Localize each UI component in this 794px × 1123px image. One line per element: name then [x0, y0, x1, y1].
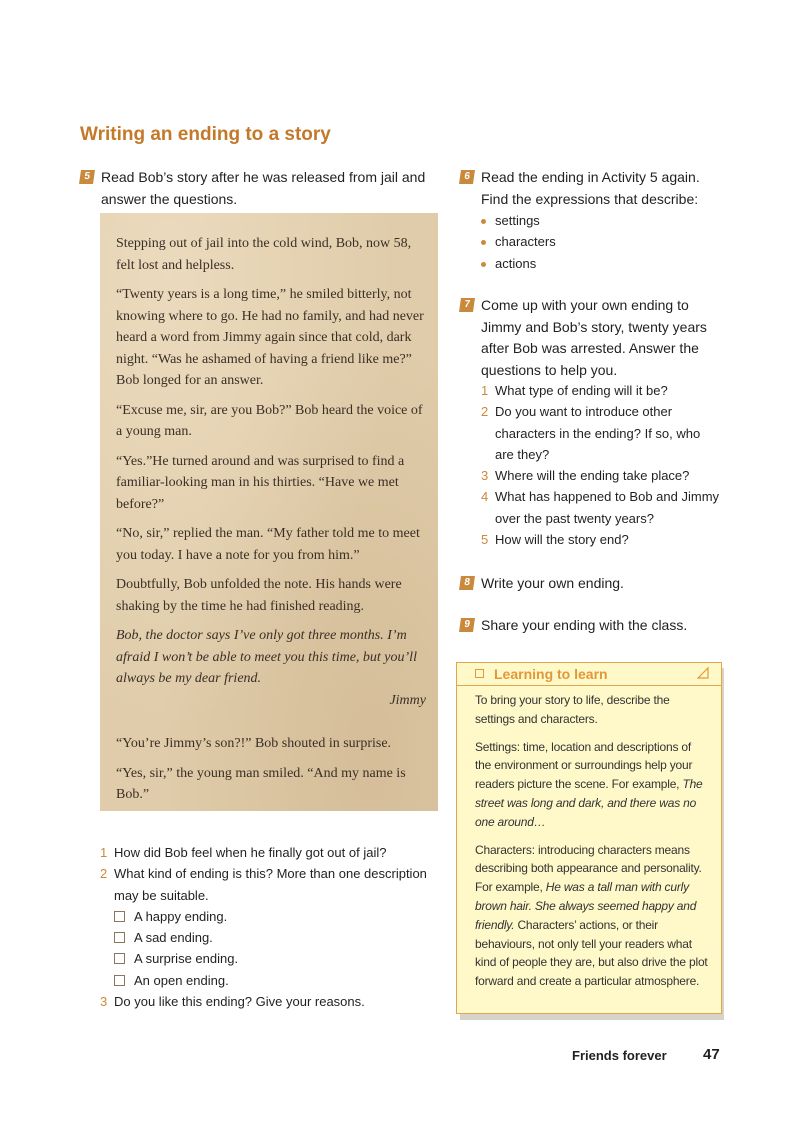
learning-characters	[475, 841, 709, 991]
bullet-text: actions	[495, 255, 537, 271]
jimmy-note: Bob, the doctor says I’ve only got three months. I’m afraid I won’t be able to meet you this time, but you’ll always be my dear friend.	[116, 628, 417, 686]
option-sad[interactable]	[100, 927, 445, 948]
question-number: 3	[100, 994, 108, 1010]
story-paragraph: “No, sir,” replied the man. “My father told me to meet you today. I have a note for you from him.”	[116, 526, 420, 563]
activity-5-heading	[80, 167, 440, 210]
question-text: Where will the ending take place?	[495, 468, 690, 484]
question-number: 3	[481, 468, 489, 484]
learning-settings	[475, 738, 709, 832]
page-number: 47	[703, 1046, 720, 1063]
question-number: 2	[481, 404, 489, 420]
learning-box-header	[457, 663, 721, 686]
question-item	[481, 529, 731, 550]
option-label: A happy ending.	[134, 908, 228, 924]
option-label: An open ending.	[134, 972, 229, 988]
option-happy[interactable]	[100, 906, 445, 927]
characters-text: Characters: introducing characters means describing both appearance and personality. For example,	[475, 842, 702, 895]
option-label: A sad ending.	[134, 930, 213, 946]
activity-9-instruction: Share your ending with the class.	[481, 617, 688, 633]
square-icon	[475, 669, 484, 678]
bullet-text: settings	[495, 213, 540, 228]
story-paragraph: “Yes, sir,” the young man smiled. “And my name is Bob.”	[116, 765, 406, 802]
activity-8-heading	[460, 573, 730, 595]
activity-7-instruction-line: Jimmy and Bob’s story, twenty years	[481, 318, 707, 335]
activity-5-number: 5	[79, 170, 95, 184]
bullet-icon	[481, 219, 486, 224]
settings-example: The street was long and dark, and there was no one around…	[475, 777, 703, 829]
activity-7-number: 7	[459, 298, 475, 312]
characters-text-2: Characters’ actions, or their behaviours, not only tell your readers what kind of people they are, but also drive the plot forward and create a particular atmosphere.	[475, 917, 708, 989]
question-number: 1	[481, 383, 489, 398]
activity-5-instruction-line-2: answer the questions.	[101, 190, 238, 207]
checkbox[interactable]	[114, 911, 125, 922]
footer-unit-title: Friends forever	[572, 1048, 667, 1063]
activity-7-heading	[460, 295, 730, 381]
question-text: characters in the ending? If so, who	[495, 425, 701, 441]
characters-example: He was a tall man with curly brown hair. She always seemed happy and friendly.	[475, 880, 697, 932]
option-open[interactable]	[100, 970, 445, 991]
story-paragraph: “Yes.”He turned around and was surprised to find a familiar-looking man in his thirties. “Have we met before?”	[116, 453, 405, 512]
question-text: What type of ending will it be?	[495, 383, 668, 398]
activity-9-heading	[460, 615, 730, 637]
story-paragraph: “You’re Jimmy’s son?!” Bob shouted in surprise.	[116, 736, 392, 751]
question-text: What has happened to Bob and Jimmy	[495, 489, 720, 505]
question-item	[481, 380, 731, 401]
activity-7-instruction-line: questions to help you.	[481, 361, 618, 378]
bullet-item	[481, 231, 721, 252]
settings-text: Settings: time, location and descriptions of the environment or surroundings help your readers picture the scene. For example,	[475, 739, 693, 792]
bullet-icon	[481, 240, 486, 245]
question-number: 5	[481, 532, 489, 548]
activity-6-bullets	[481, 210, 721, 274]
activity-9-number: 9	[459, 618, 475, 632]
question-item	[100, 991, 445, 1012]
question-item	[481, 401, 731, 465]
activity-6-instruction-line-2: Find the expressions that describe:	[481, 190, 699, 207]
story-paragraph: Doubtfully, Bob unfolded the note. His hands were shaking by the time he had finished reading.	[116, 577, 402, 614]
question-item	[481, 486, 731, 529]
question-item	[481, 465, 731, 486]
bullet-item	[481, 210, 721, 231]
question-text: Do you like this ending? Give your reasons.	[114, 994, 365, 1010]
section-title: Writing an ending to a story	[80, 124, 331, 145]
bullet-item	[481, 253, 721, 274]
activity-8-number: 8	[459, 576, 475, 590]
activity-8-instruction: Write your own ending.	[481, 575, 624, 591]
option-surprise[interactable]	[100, 948, 445, 969]
question-text: How will the story end?	[495, 532, 629, 548]
question-item	[100, 842, 445, 863]
option-label: A surprise ending.	[134, 951, 239, 967]
activity-7-questions	[481, 380, 731, 550]
story-paragraph: “Twenty years is a long time,” he smiled bitterly, not knowing where to go. He had no family, and had never heard a word from Jimmy again since that cold, dark night. “Was he ashamed of having a friend like me?” Bob longed for an answer.	[116, 287, 424, 388]
bullet-icon	[481, 262, 486, 267]
activity-7-instruction-line: after Bob was arrested. Answer the	[481, 340, 699, 356]
learning-box-body	[457, 686, 721, 991]
learning-box-title: Learning to learn	[494, 666, 608, 682]
learning-to-learn-box	[456, 662, 722, 1014]
activity-6-number: 6	[459, 170, 475, 184]
question-item	[100, 863, 445, 906]
activity-6-instruction-line-1: Read the ending in Activity 5 again.	[481, 169, 700, 185]
question-number: 1	[100, 845, 108, 860]
checkbox[interactable]	[114, 975, 125, 986]
activity-7-instruction-line: Come up with your own ending to	[481, 297, 689, 313]
question-number: 2	[100, 866, 108, 882]
story-paragraph: Stepping out of jail into the cold wind, Bob, now 58, felt lost and helpless.	[116, 236, 412, 273]
question-text: What kind of ending is this? More than one description	[114, 866, 427, 882]
question-text: How did Bob feel when he finally got out of jail?	[114, 845, 387, 860]
question-text: over the past twenty years?	[495, 510, 654, 526]
activity-6-heading	[460, 167, 730, 210]
corner-triangle-icon	[697, 667, 709, 679]
story-card	[100, 213, 438, 811]
checkbox[interactable]	[114, 932, 125, 943]
activity-5-questions	[100, 842, 445, 1012]
question-text: Do you want to introduce other	[495, 404, 673, 420]
checkbox[interactable]	[114, 953, 125, 964]
note-signature: Jimmy	[389, 692, 426, 708]
question-text: may be suitable.	[114, 887, 209, 903]
story-paragraph: “Excuse me, sir, are you Bob?” Bob heard the voice of a young man.	[116, 402, 423, 439]
bullet-text: characters	[495, 234, 556, 250]
question-number: 4	[481, 489, 489, 505]
question-text: are they?	[495, 446, 550, 462]
learning-intro: To bring your story to life, describe the settings and characters.	[475, 693, 670, 726]
activity-5-instruction-line-1: Read Bob’s story after he was released from jail and	[101, 169, 426, 185]
